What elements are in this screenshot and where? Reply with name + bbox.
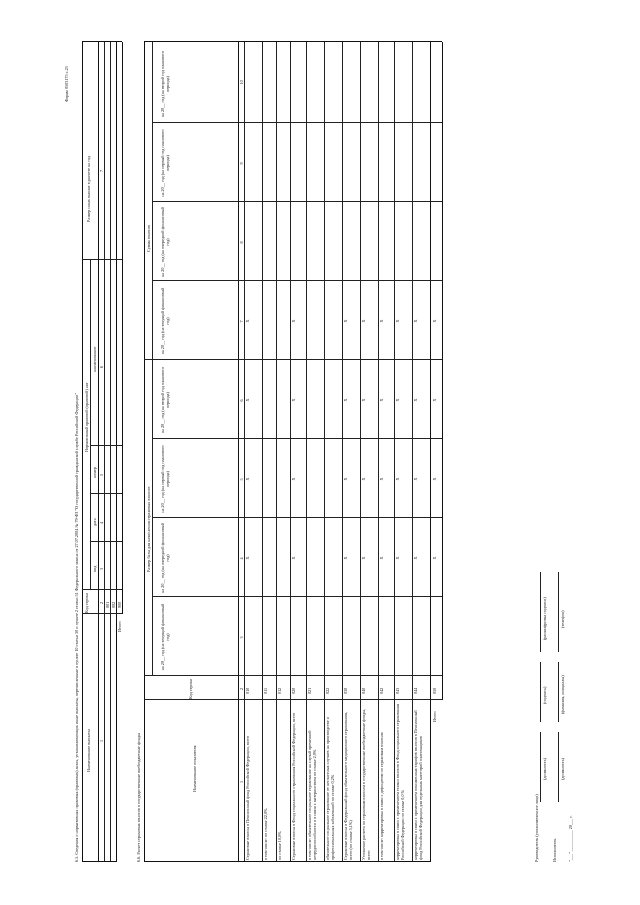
cell-x-mark: X xyxy=(245,556,250,560)
sec65-act-sub-date: дата xyxy=(92,518,97,526)
sec66-colnum-8: 8 xyxy=(239,241,244,244)
sec66-total-label: Итого xyxy=(432,711,437,722)
cell-x-mark: X xyxy=(245,477,250,481)
period-header-5: на 20__ год (на текущий финансовый год) xyxy=(160,287,170,355)
section-65-title: 6.5. Сведения о нормативных правовых (правовых) актах, устанавливающих иные выплаты, перечисленные в пункте 10 статьи 50 и пункте 2 статьи 51 Федерального закона от 27.07.2004 № 79-ФЗ "О государственной гражданской службе Российской Федерации" xyxy=(74,393,79,862)
cell-x-mark: X xyxy=(432,477,437,481)
cell-x-mark: X xyxy=(291,398,296,402)
column-divider xyxy=(144,675,442,676)
sec66-row-name: Уточнение расчета по страховым взносам в государственные внебюджетные фонды, всего xyxy=(361,709,371,860)
sec65-colnum-3: 3 xyxy=(99,567,104,570)
column-divider xyxy=(152,596,442,597)
column-divider xyxy=(144,699,442,700)
sec66-row-code: 022 xyxy=(325,687,330,694)
cell-x-mark: X xyxy=(413,319,418,323)
sec66-row-code: 021 xyxy=(307,687,312,694)
sec66-row-name: в том числе: корректировка в связи с дефицитом по страховым взносам xyxy=(379,732,384,860)
period-header-2: на 20__ год (на очередной финансовый год) xyxy=(160,523,170,593)
sec65-colnum-6: 6 xyxy=(99,365,104,368)
head-label: Руководитель (уполномоченное лицо) xyxy=(534,794,539,862)
sec66-row-code: 042 xyxy=(379,687,384,694)
cell-x-mark: X xyxy=(395,556,400,560)
cell-x-mark: X xyxy=(379,398,384,402)
cell-x-mark: X xyxy=(432,556,437,560)
sec66-row-code: 044 xyxy=(413,687,418,694)
period-header-7: на 20__ год (на первый год планового периода) xyxy=(160,129,170,197)
cell-x-mark: X xyxy=(343,477,348,481)
section-66-title: 6.6. Расчет страховых взносов в государственные внебюджетные фонды xyxy=(136,733,141,862)
period-header-1: на 20__ год (на текущий финансовый год) xyxy=(160,603,170,671)
cell-x-mark: X xyxy=(361,319,366,323)
column-divider xyxy=(152,201,442,202)
column-divider xyxy=(152,438,442,439)
sec66-colnum-7: 7 xyxy=(239,320,244,323)
sec65-colnum-4: 4 xyxy=(99,521,104,524)
sec65-col-code: Код строки xyxy=(84,593,89,613)
cell-x-mark: X xyxy=(395,477,400,481)
sec66-row-code: 020 xyxy=(291,687,296,694)
sec65-act-sub-title: наименование xyxy=(92,346,97,372)
caption-phone-2: (телефон) xyxy=(560,610,565,628)
sec65-act-sub-type: вид xyxy=(92,565,97,572)
cell-x-mark: X xyxy=(343,556,348,560)
date-line: "___" __________ 20___ г. xyxy=(568,815,573,862)
sec65-total-label: Итого xyxy=(117,621,122,632)
cell-x-mark: X xyxy=(413,556,418,560)
column-divider xyxy=(152,517,442,518)
sec66-row-code: 043 xyxy=(395,687,400,694)
sec66-row-name: по ставке 10,0% xyxy=(277,831,282,860)
cell-x-mark: X xyxy=(379,477,384,481)
caption-decoding-1: (расшифровка подписи) xyxy=(542,597,547,640)
sec66-row-name: Страховые взносы в Фонд социального страхования Российской Федерации, всего xyxy=(291,712,296,860)
exec-label: Исполнитель xyxy=(552,838,557,862)
sec66-colnum-5: 5 xyxy=(239,478,244,481)
cell-x-mark: X xyxy=(343,398,348,402)
sec65-colnum-1: 1 xyxy=(99,739,104,742)
cell-x-mark: X xyxy=(361,398,366,402)
cell-x-mark: X xyxy=(291,319,296,323)
cell-x-mark: X xyxy=(245,319,250,323)
table-bottom xyxy=(442,42,443,700)
sec65-row-code-001: 001 xyxy=(105,601,110,608)
cell-x-mark: X xyxy=(291,477,296,481)
sec66-colnum-6: 6 xyxy=(239,399,244,402)
sec65-total-code: 900 xyxy=(117,601,122,608)
sec65-colnum-7: 7 xyxy=(99,169,104,172)
column-divider xyxy=(144,41,442,42)
cell-x-mark: X xyxy=(432,398,437,402)
sec66-colnum-3: 3 xyxy=(239,636,244,639)
sec66-row-name: Страховые взносы в Пенсионный фонд Российской Федерации, всего xyxy=(245,735,250,860)
sec66-colnum-4: 4 xyxy=(239,557,244,560)
sec65-col-size: Размер иных выплат в расчете на год xyxy=(86,156,91,222)
cell-x-mark: X xyxy=(343,319,348,323)
sec66-row-code: 010 xyxy=(245,687,250,694)
sec66-row-name: корректировка в связи с применением пониженных тарифов взносов в Пенсионный фонд Российской Федерации для отдельных категорий плательщиков xyxy=(413,710,423,860)
cell-x-mark: X xyxy=(395,319,400,323)
sec66-row-name: в том числе: по ставке 22,0% xyxy=(263,808,268,860)
column-divider xyxy=(152,280,442,281)
column-divider xyxy=(152,122,442,123)
sec66-colnum-2: 2 xyxy=(239,687,244,690)
cell-x-mark: X xyxy=(413,398,418,402)
sec66-colnum-10: 10 xyxy=(239,80,244,85)
sec66-row-code: 012 xyxy=(277,687,282,694)
sec66-col-name: Наименование показателя xyxy=(192,745,197,792)
sec66-col-code: Код строки xyxy=(188,679,193,699)
sec66-row-name: обязательное социальное страхование от несчастных случаев на производстве и профессиональных заболеваний по ставке 0,2% xyxy=(325,717,335,860)
sec65-act-sub-number: номер xyxy=(92,467,97,478)
column-divider xyxy=(144,359,442,360)
cell-x-mark: X xyxy=(432,319,437,323)
sec66-row-name: в том числе: обязательное социальное страхование на случай временной нетрудоспособности и в связи с материнством по ставке 2,9% xyxy=(307,730,317,860)
period-header-6: на 20__ год (на очередной финансовый год) xyxy=(160,207,170,277)
sec66-col-base: Размер базы для начисления страховых взносов xyxy=(146,486,151,572)
sec66-row-code: 040 xyxy=(361,687,366,694)
sec66-total-code: 050 xyxy=(432,687,437,694)
cell-x-mark: X xyxy=(361,556,366,560)
caption-name-2: (фамилия, инициалы) xyxy=(560,675,565,714)
sec65-colnum-5: 5 xyxy=(99,473,104,476)
sec65-col-name: Наименование выплаты xyxy=(86,729,91,772)
sec65-col-act: Нормативный правовой (правовой) акт xyxy=(84,382,89,452)
period-header-3: на 20__ год (на первый год планового периода) xyxy=(160,445,170,513)
period-header-4: на 20__ год (на второй год планового периода) xyxy=(160,366,170,434)
sec65-colnum-2: 2 xyxy=(99,601,104,604)
cell-x-mark: X xyxy=(361,477,366,481)
caption-position-2: (должность) xyxy=(560,758,565,780)
table-rows-bottom xyxy=(430,42,431,862)
sec66-row-name: Страховые взносы в Федеральный фонд обязательного медицинского страхования, всего (по ставке 5,1%) xyxy=(343,711,353,860)
caption-position-1: (должность) xyxy=(542,758,547,780)
cell-x-mark: X xyxy=(395,398,400,402)
sec66-colnum-1: 1 xyxy=(239,780,244,783)
rotated-form xyxy=(60,32,580,872)
sec65-row-code-002: 002 xyxy=(111,601,116,608)
cell-x-mark: X xyxy=(413,477,418,481)
cell-x-mark: X xyxy=(379,556,384,560)
cell-x-mark: X xyxy=(379,319,384,323)
sec66-col-sum: Сумма взносов xyxy=(146,225,151,252)
form-id: Форма 0503175 с.23 xyxy=(64,66,69,102)
sec66-row-code: 030 xyxy=(343,687,348,694)
sec66-row-code: 011 xyxy=(263,687,268,694)
cell-x-mark: X xyxy=(245,398,250,402)
caption-signature-1: (подпись) xyxy=(542,686,547,704)
column-divider xyxy=(144,861,430,862)
period-header-8: на 20__ год (на второй год планового периода) xyxy=(160,50,170,118)
sec66-colnum-9: 9 xyxy=(239,162,244,165)
sec66-row-name: корректировка в связи с применением ставки взносов в Фонд социального страхования Российской Федерации по ставке 0,0 % xyxy=(395,704,405,860)
cell-x-mark: X xyxy=(291,556,296,560)
